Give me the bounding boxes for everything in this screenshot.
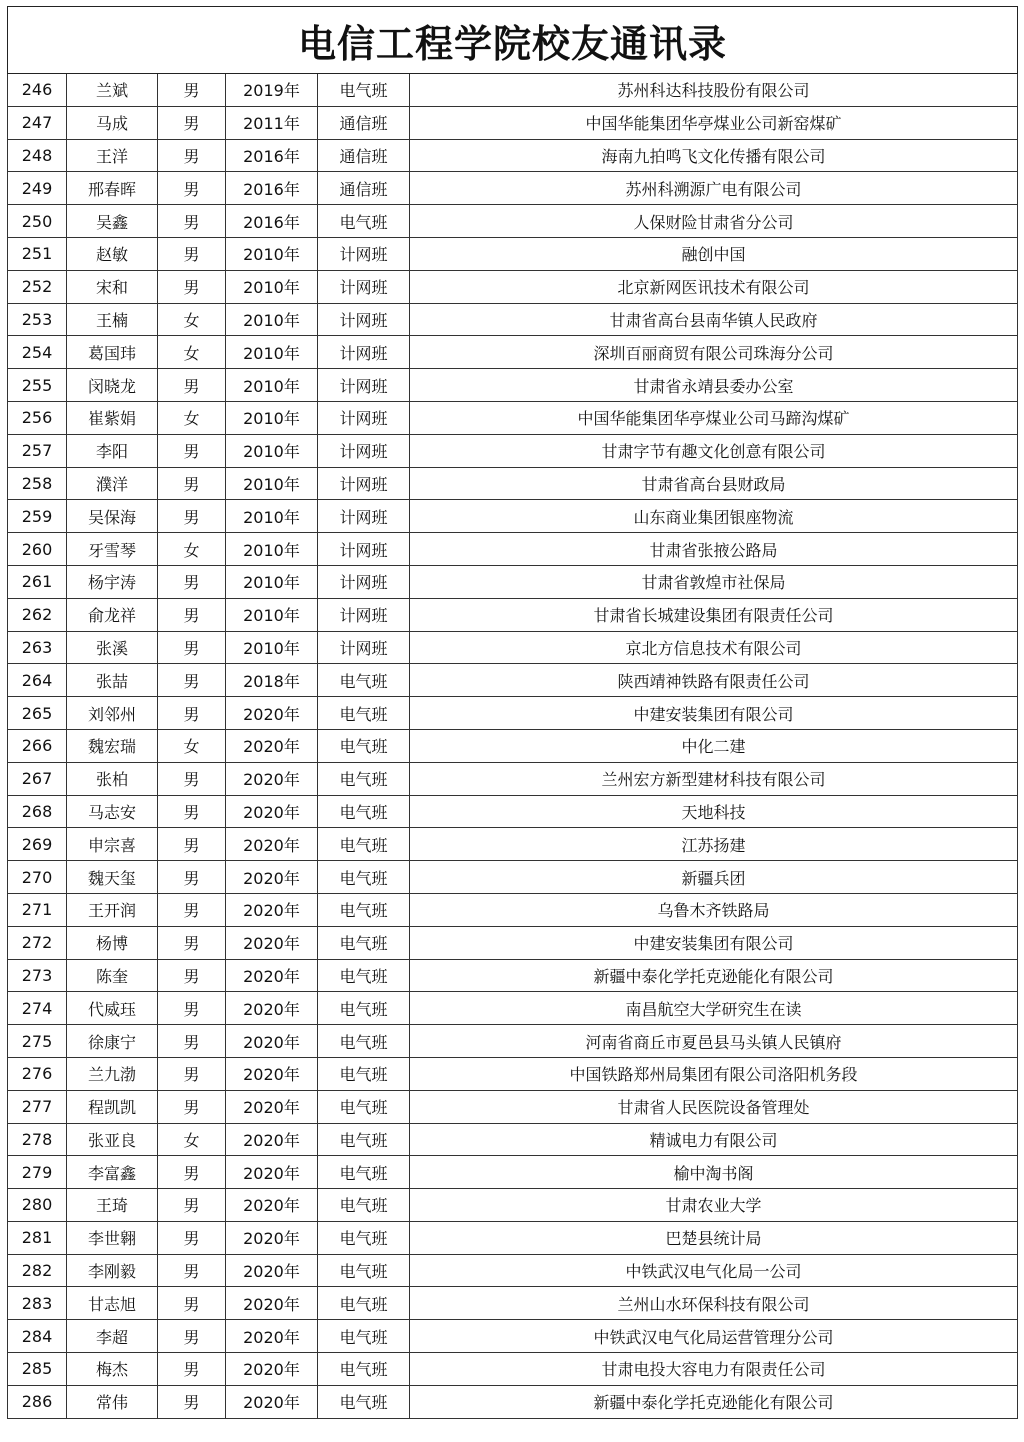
table-row [8,598,1018,631]
alumni-number-cell: 252 [8,270,67,303]
alumni-class-cell: 电气班 [318,1025,410,1058]
alumni-name-cell: 濮洋 [67,467,158,500]
alumni-number-cell: 270 [8,861,67,894]
alumni-class-cell: 计网班 [318,533,410,566]
alumni-name-cell: 俞龙祥 [67,598,158,631]
alumni-gender-cell: 男 [158,828,226,861]
alumni-year-cell: 2010年 [226,631,318,664]
alumni-employer-cell: 中建安装集团有限公司 [410,926,1018,959]
alumni-employer-cell: 兰州宏方新型建材科技有限公司 [410,762,1018,795]
alumni-name-cell: 牙雪琴 [67,533,158,566]
alumni-rows [8,74,1018,1419]
alumni-number-cell: 280 [8,1189,67,1222]
alumni-year-cell: 2010年 [226,467,318,500]
alumni-class-cell: 电气班 [318,1189,410,1222]
alumni-class-cell: 电气班 [318,205,410,238]
alumni-number-cell: 285 [8,1353,67,1386]
alumni-gender-cell: 男 [158,139,226,172]
alumni-name-cell: 张亚良 [67,1123,158,1156]
table-row [8,74,1018,107]
alumni-number-cell: 262 [8,598,67,631]
alumni-employer-cell: 中国华能集团华亭煤业公司马蹄沟煤矿 [410,401,1018,434]
alumni-class-cell: 电气班 [318,664,410,697]
table-row [8,1090,1018,1123]
table-row [8,467,1018,500]
table-row [8,369,1018,402]
alumni-name-cell: 吴保海 [67,500,158,533]
alumni-number-cell: 274 [8,992,67,1025]
alumni-year-cell: 2020年 [226,1025,318,1058]
alumni-year-cell: 2020年 [226,861,318,894]
table-row [8,697,1018,730]
table-row [8,729,1018,762]
alumni-year-cell: 2020年 [226,1320,318,1353]
alumni-gender-cell: 男 [158,1156,226,1189]
alumni-employer-cell: 江苏扬建 [410,828,1018,861]
table-row [8,664,1018,697]
alumni-number-cell: 269 [8,828,67,861]
table-row [8,172,1018,205]
alumni-employer-cell: 甘肃字节有趣文化创意有限公司 [410,434,1018,467]
alumni-employer-cell: 北京新网医讯技术有限公司 [410,270,1018,303]
alumni-class-cell: 电气班 [318,1385,410,1418]
alumni-number-cell: 250 [8,205,67,238]
alumni-class-cell: 计网班 [318,565,410,598]
alumni-gender-cell: 男 [158,1385,226,1418]
alumni-name-cell: 李世翱 [67,1221,158,1254]
table-row [8,762,1018,795]
alumni-number-cell: 278 [8,1123,67,1156]
alumni-name-cell: 赵敏 [67,237,158,270]
alumni-year-cell: 2020年 [226,1189,318,1222]
alumni-class-cell: 电气班 [318,1156,410,1189]
alumni-gender-cell: 女 [158,1123,226,1156]
table-row [8,926,1018,959]
alumni-class-cell: 计网班 [318,369,410,402]
alumni-employer-cell: 人保财险甘肃省分公司 [410,205,1018,238]
table-row [8,565,1018,598]
alumni-number-cell: 248 [8,139,67,172]
alumni-number-cell: 249 [8,172,67,205]
table-row [8,1221,1018,1254]
alumni-year-cell: 2020年 [226,795,318,828]
alumni-number-cell: 251 [8,237,67,270]
alumni-employer-cell: 中铁武汉电气化局运营管理分公司 [410,1320,1018,1353]
alumni-class-cell: 计网班 [318,467,410,500]
alumni-gender-cell: 男 [158,1287,226,1320]
alumni-year-cell: 2020年 [226,729,318,762]
alumni-gender-cell: 男 [158,434,226,467]
alumni-number-cell: 263 [8,631,67,664]
alumni-employer-cell: 新疆中泰化学托克逊能化有限公司 [410,959,1018,992]
table-row [8,303,1018,336]
alumni-year-cell: 2020年 [226,1385,318,1418]
alumni-gender-cell: 男 [158,74,226,107]
alumni-year-cell: 2020年 [226,1090,318,1123]
alumni-employer-cell: 甘肃省张掖公路局 [410,533,1018,566]
table-row [8,434,1018,467]
alumni-number-cell: 254 [8,336,67,369]
alumni-gender-cell: 男 [158,1320,226,1353]
alumni-employer-cell: 新疆兵团 [410,861,1018,894]
alumni-gender-cell: 男 [158,861,226,894]
alumni-employer-cell: 新疆中泰化学托克逊能化有限公司 [410,1385,1018,1418]
alumni-class-cell: 电气班 [318,697,410,730]
alumni-class-cell: 电气班 [318,1353,410,1386]
alumni-gender-cell: 男 [158,237,226,270]
alumni-gender-cell: 男 [158,631,226,664]
table-row [8,106,1018,139]
alumni-gender-cell: 女 [158,729,226,762]
alumni-gender-cell: 男 [158,369,226,402]
alumni-year-cell: 2020年 [226,828,318,861]
alumni-class-cell: 计网班 [318,500,410,533]
alumni-name-cell: 邢春晖 [67,172,158,205]
alumni-name-cell: 代威珏 [67,992,158,1025]
table-row [8,1123,1018,1156]
alumni-year-cell: 2010年 [226,500,318,533]
alumni-gender-cell: 男 [158,992,226,1025]
alumni-name-cell: 杨博 [67,926,158,959]
table-row [8,959,1018,992]
alumni-gender-cell: 男 [158,565,226,598]
alumni-gender-cell: 男 [158,1189,226,1222]
alumni-year-cell: 2020年 [226,1057,318,1090]
table-row [8,1025,1018,1058]
alumni-year-cell: 2020年 [226,1221,318,1254]
table-row [8,992,1018,1025]
alumni-name-cell: 葛国玮 [67,336,158,369]
alumni-class-cell: 电气班 [318,1287,410,1320]
alumni-gender-cell: 男 [158,1025,226,1058]
alumni-employer-cell: 甘肃电投大容电力有限责任公司 [410,1353,1018,1386]
alumni-number-cell: 247 [8,106,67,139]
alumni-employer-cell: 天地科技 [410,795,1018,828]
alumni-class-cell: 电气班 [318,729,410,762]
alumni-gender-cell: 男 [158,893,226,926]
table-row [8,533,1018,566]
alumni-class-cell: 计网班 [318,598,410,631]
alumni-name-cell: 杨宇涛 [67,565,158,598]
alumni-class-cell: 通信班 [318,106,410,139]
alumni-name-cell: 兰九渤 [67,1057,158,1090]
alumni-employer-cell: 兰州山水环保科技有限公司 [410,1287,1018,1320]
alumni-gender-cell: 男 [158,959,226,992]
alumni-table [7,6,1018,1419]
alumni-name-cell: 王洋 [67,139,158,172]
alumni-class-cell: 电气班 [318,795,410,828]
alumni-class-cell: 电气班 [318,926,410,959]
alumni-year-cell: 2010年 [226,237,318,270]
alumni-number-cell: 275 [8,1025,67,1058]
alumni-name-cell: 魏宏瑞 [67,729,158,762]
alumni-name-cell: 常伟 [67,1385,158,1418]
alumni-employer-cell: 榆中淘书阁 [410,1156,1018,1189]
alumni-number-cell: 276 [8,1057,67,1090]
alumni-year-cell: 2010年 [226,434,318,467]
alumni-name-cell: 张喆 [67,664,158,697]
table-row [8,500,1018,533]
alumni-employer-cell: 甘肃省永靖县委办公室 [410,369,1018,402]
alumni-name-cell: 王开润 [67,893,158,926]
alumni-number-cell: 281 [8,1221,67,1254]
alumni-gender-cell: 男 [158,205,226,238]
alumni-number-cell: 246 [8,74,67,107]
alumni-year-cell: 2020年 [226,1254,318,1287]
alumni-year-cell: 2010年 [226,598,318,631]
alumni-number-cell: 267 [8,762,67,795]
alumni-employer-cell: 京北方信息技术有限公司 [410,631,1018,664]
alumni-name-cell: 李阳 [67,434,158,467]
alumni-name-cell: 徐康宁 [67,1025,158,1058]
alumni-class-cell: 计网班 [318,434,410,467]
table-row [8,1057,1018,1090]
alumni-gender-cell: 女 [158,533,226,566]
alumni-year-cell: 2016年 [226,172,318,205]
alumni-gender-cell: 女 [158,336,226,369]
alumni-number-cell: 259 [8,500,67,533]
alumni-employer-cell: 融创中国 [410,237,1018,270]
alumni-year-cell: 2010年 [226,270,318,303]
alumni-number-cell: 266 [8,729,67,762]
alumni-year-cell: 2020年 [226,992,318,1025]
alumni-name-cell: 宋和 [67,270,158,303]
alumni-number-cell: 257 [8,434,67,467]
alumni-name-cell: 李刚毅 [67,1254,158,1287]
alumni-employer-cell: 甘肃省高台县南华镇人民政府 [410,303,1018,336]
alumni-employer-cell: 甘肃省高台县财政局 [410,467,1018,500]
alumni-class-cell: 电气班 [318,1057,410,1090]
alumni-year-cell: 2016年 [226,205,318,238]
table-row [8,1385,1018,1418]
alumni-name-cell: 王楠 [67,303,158,336]
alumni-class-cell: 电气班 [318,861,410,894]
table-row [8,1287,1018,1320]
alumni-class-cell: 计网班 [318,631,410,664]
alumni-number-cell: 273 [8,959,67,992]
alumni-gender-cell: 男 [158,1221,226,1254]
alumni-name-cell: 申宗喜 [67,828,158,861]
alumni-name-cell: 甘志旭 [67,1287,158,1320]
alumni-employer-cell: 巴楚县统计局 [410,1221,1018,1254]
alumni-class-cell: 电气班 [318,74,410,107]
table-row [8,1320,1018,1353]
table-row [8,893,1018,926]
alumni-gender-cell: 男 [158,697,226,730]
alumni-year-cell: 2018年 [226,664,318,697]
alumni-name-cell: 张溪 [67,631,158,664]
alumni-class-cell: 计网班 [318,401,410,434]
alumni-year-cell: 2011年 [226,106,318,139]
table-row [8,1353,1018,1386]
alumni-employer-cell: 深圳百丽商贸有限公司珠海分公司 [410,336,1018,369]
alumni-gender-cell: 男 [158,106,226,139]
alumni-employer-cell: 陕西靖神铁路有限责任公司 [410,664,1018,697]
alumni-number-cell: 283 [8,1287,67,1320]
alumni-gender-cell: 男 [158,270,226,303]
alumni-class-cell: 计网班 [318,336,410,369]
alumni-directory-sheet [7,6,1017,1419]
alumni-number-cell: 279 [8,1156,67,1189]
alumni-name-cell: 马志安 [67,795,158,828]
alumni-name-cell: 陈奎 [67,959,158,992]
table-row [8,631,1018,664]
alumni-gender-cell: 男 [158,500,226,533]
alumni-name-cell: 刘邻州 [67,697,158,730]
alumni-year-cell: 2016年 [226,139,318,172]
alumni-number-cell: 268 [8,795,67,828]
alumni-employer-cell: 甘肃省人民医院设备管理处 [410,1090,1018,1123]
alumni-employer-cell: 中建安装集团有限公司 [410,697,1018,730]
alumni-employer-cell: 中化二建 [410,729,1018,762]
alumni-class-cell: 电气班 [318,1090,410,1123]
alumni-employer-cell: 海南九拍鸣飞文化传播有限公司 [410,139,1018,172]
alumni-employer-cell: 精诚电力有限公司 [410,1123,1018,1156]
alumni-class-cell: 电气班 [318,762,410,795]
alumni-year-cell: 2010年 [226,565,318,598]
table-row [8,828,1018,861]
alumni-gender-cell: 男 [158,926,226,959]
alumni-year-cell: 2020年 [226,926,318,959]
alumni-employer-cell: 甘肃省敦煌市社保局 [410,565,1018,598]
alumni-year-cell: 2020年 [226,1156,318,1189]
alumni-year-cell: 2010年 [226,336,318,369]
table-row [8,861,1018,894]
alumni-year-cell: 2010年 [226,369,318,402]
alumni-employer-cell: 乌鲁木齐铁路局 [410,893,1018,926]
table-row [8,270,1018,303]
alumni-employer-cell: 山东商业集团银座物流 [410,500,1018,533]
table-row [8,795,1018,828]
alumni-employer-cell: 苏州科溯源广电有限公司 [410,172,1018,205]
alumni-year-cell: 2019年 [226,74,318,107]
alumni-gender-cell: 男 [158,1254,226,1287]
alumni-gender-cell: 男 [158,762,226,795]
alumni-number-cell: 256 [8,401,67,434]
alumni-name-cell: 马成 [67,106,158,139]
alumni-name-cell: 李富鑫 [67,1156,158,1189]
alumni-name-cell: 程凯凯 [67,1090,158,1123]
table-row [8,237,1018,270]
alumni-class-cell: 电气班 [318,1123,410,1156]
alumni-name-cell: 梅杰 [67,1353,158,1386]
alumni-number-cell: 253 [8,303,67,336]
alumni-class-cell: 通信班 [318,172,410,205]
alumni-year-cell: 2020年 [226,1287,318,1320]
alumni-number-cell: 265 [8,697,67,730]
alumni-number-cell: 282 [8,1254,67,1287]
alumni-gender-cell: 女 [158,401,226,434]
alumni-class-cell: 计网班 [318,237,410,270]
alumni-number-cell: 286 [8,1385,67,1418]
table-row [8,336,1018,369]
alumni-number-cell: 284 [8,1320,67,1353]
alumni-name-cell: 王琦 [67,1189,158,1222]
page-title: 电信工程学院校友通讯录 [8,7,1018,74]
alumni-number-cell: 272 [8,926,67,959]
alumni-class-cell: 计网班 [318,303,410,336]
alumni-employer-cell: 苏州科达科技股份有限公司 [410,74,1018,107]
alumni-year-cell: 2010年 [226,303,318,336]
alumni-class-cell: 电气班 [318,1320,410,1353]
alumni-class-cell: 计网班 [318,270,410,303]
alumni-number-cell: 271 [8,893,67,926]
alumni-name-cell: 吴鑫 [67,205,158,238]
alumni-year-cell: 2020年 [226,893,318,926]
alumni-employer-cell: 甘肃省长城建设集团有限责任公司 [410,598,1018,631]
alumni-year-cell: 2020年 [226,959,318,992]
alumni-employer-cell: 中国华能集团华亭煤业公司新窑煤矿 [410,106,1018,139]
table-row [8,401,1018,434]
alumni-number-cell: 258 [8,467,67,500]
table-row [8,1254,1018,1287]
table-row [8,1189,1018,1222]
alumni-name-cell: 魏天玺 [67,861,158,894]
alumni-number-cell: 264 [8,664,67,697]
table-row [8,139,1018,172]
alumni-name-cell: 兰斌 [67,74,158,107]
alumni-number-cell: 260 [8,533,67,566]
alumni-gender-cell: 男 [158,1057,226,1090]
alumni-name-cell: 张柏 [67,762,158,795]
alumni-number-cell: 255 [8,369,67,402]
alumni-gender-cell: 男 [158,1090,226,1123]
alumni-gender-cell: 男 [158,467,226,500]
table-row [8,205,1018,238]
alumni-gender-cell: 男 [158,172,226,205]
alumni-year-cell: 2020年 [226,1123,318,1156]
alumni-year-cell: 2010年 [226,533,318,566]
alumni-gender-cell: 女 [158,303,226,336]
alumni-class-cell: 电气班 [318,992,410,1025]
alumni-employer-cell: 河南省商丘市夏邑县马头镇人民镇府 [410,1025,1018,1058]
alumni-class-cell: 通信班 [318,139,410,172]
alumni-name-cell: 闵晓龙 [67,369,158,402]
alumni-gender-cell: 男 [158,1353,226,1386]
alumni-class-cell: 电气班 [318,959,410,992]
table-row [8,1156,1018,1189]
alumni-class-cell: 电气班 [318,828,410,861]
alumni-employer-cell: 中铁武汉电气化局一公司 [410,1254,1018,1287]
alumni-class-cell: 电气班 [318,1221,410,1254]
alumni-name-cell: 崔紫娟 [67,401,158,434]
alumni-class-cell: 电气班 [318,893,410,926]
alumni-name-cell: 李超 [67,1320,158,1353]
alumni-year-cell: 2020年 [226,762,318,795]
alumni-gender-cell: 男 [158,598,226,631]
alumni-employer-cell: 甘肃农业大学 [410,1189,1018,1222]
alumni-year-cell: 2020年 [226,697,318,730]
alumni-gender-cell: 男 [158,664,226,697]
alumni-year-cell: 2020年 [226,1353,318,1386]
alumni-employer-cell: 南昌航空大学研究生在读 [410,992,1018,1025]
alumni-year-cell: 2010年 [226,401,318,434]
alumni-number-cell: 277 [8,1090,67,1123]
alumni-number-cell: 261 [8,565,67,598]
alumni-class-cell: 电气班 [318,1254,410,1287]
alumni-employer-cell: 中国铁路郑州局集团有限公司洛阳机务段 [410,1057,1018,1090]
alumni-gender-cell: 男 [158,795,226,828]
